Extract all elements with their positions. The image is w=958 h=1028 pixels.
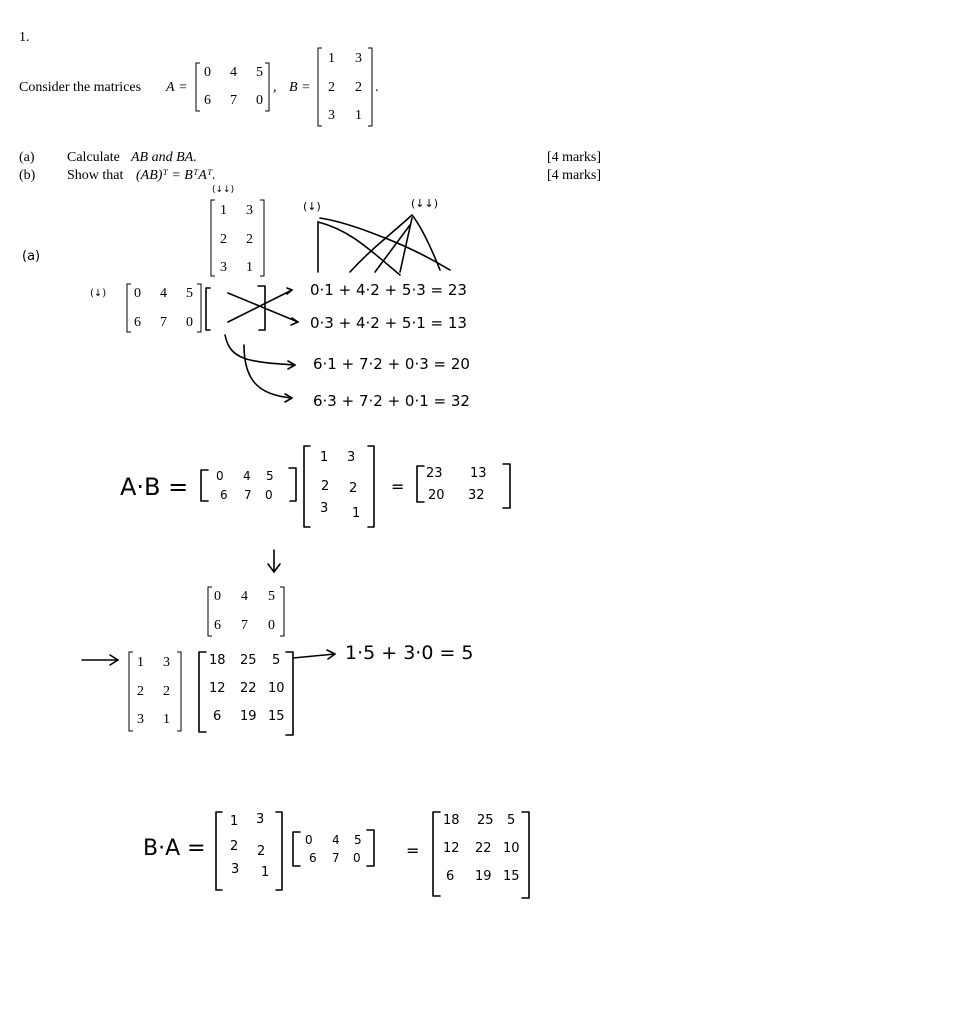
ab-a-cell: 0 xyxy=(265,488,273,502)
ba-b-cell: 2 xyxy=(230,839,239,854)
ba-work-result-cell: 18 xyxy=(209,653,226,668)
matrix-a-cell: 7 xyxy=(230,93,237,108)
ab-equals: = xyxy=(391,477,405,496)
matrix-a-equals: = xyxy=(179,80,187,95)
matrix-b-cell: 2 xyxy=(355,80,362,95)
work-b-cell: 1 xyxy=(220,203,227,218)
ba-work-result-cell: 19 xyxy=(240,709,257,724)
section-label: (a) xyxy=(22,249,41,264)
ab-result-cell: 32 xyxy=(468,488,485,503)
ab-a-cell: 5 xyxy=(266,469,274,483)
ba-work-result-cell: 6 xyxy=(213,709,222,724)
top-col-tag: (↓↓) xyxy=(411,197,439,210)
matrix-period: . xyxy=(375,80,379,95)
ba-result-cell: 18 xyxy=(443,813,460,828)
part-b-label: (b) xyxy=(19,168,36,183)
ba-result-cell: 22 xyxy=(475,841,492,856)
ab-result-cell: 13 xyxy=(470,466,487,481)
ba-work-a-cell: 0 xyxy=(214,589,221,604)
matrix-b-cell: 1 xyxy=(328,51,335,66)
ab-a-cell: 0 xyxy=(216,469,224,483)
matrix-a-cell: 0 xyxy=(204,65,211,80)
matrix-comma: , xyxy=(273,80,277,95)
matrix-a-cell: 5 xyxy=(256,65,263,80)
ab-a-cell: 7 xyxy=(244,488,252,502)
ba-result-cell: 25 xyxy=(477,813,494,828)
ba-work-result-cell: 22 xyxy=(240,681,257,696)
ab-b-cell: 3 xyxy=(347,450,356,465)
part-b-expr: (AB)ᵀ = BᵀAᵀ. xyxy=(136,168,216,183)
ba-a-cell: 7 xyxy=(332,851,340,865)
ba-lhs: B·A = xyxy=(143,836,206,861)
ba-work-a-cell: 0 xyxy=(268,618,275,633)
ba-side-calc: 1·5 + 3·0 = 5 xyxy=(345,642,474,664)
part-a-label: (a) xyxy=(19,150,35,165)
work-a-cell: 5 xyxy=(186,286,193,301)
matrix-b-cell: 1 xyxy=(355,108,362,123)
part-b-text: Show that xyxy=(67,168,124,183)
ba-result-cell: 19 xyxy=(475,869,492,884)
ba-result-cell: 6 xyxy=(446,869,455,884)
ba-a-cell: 6 xyxy=(309,851,317,865)
ba-work-result-cell: 12 xyxy=(209,681,226,696)
matrix-b-cell: 3 xyxy=(328,108,335,123)
ab-lhs: A·B = xyxy=(120,473,189,501)
ab-result-cell: 23 xyxy=(426,466,443,481)
ba-work-result-cell: 10 xyxy=(268,681,285,696)
ab-result-cell: 20 xyxy=(428,488,445,503)
ba-equals: = xyxy=(406,841,420,860)
ba-work-a-cell: 6 xyxy=(214,618,221,633)
ba-work-b-cell: 1 xyxy=(163,712,170,727)
question-intro: Consider the matrices xyxy=(19,80,142,95)
matrix-b-equals: = xyxy=(302,80,310,95)
ba-work-a-cell: 4 xyxy=(241,589,248,604)
work-b-cell: 2 xyxy=(220,232,227,247)
ba-work-b-cell: 2 xyxy=(163,684,170,699)
work-a-cell: 7 xyxy=(160,315,167,330)
calc-line: 6·1 + 7·2 + 0·3 = 20 xyxy=(313,355,470,373)
work-b-cell: 2 xyxy=(246,232,253,247)
ba-b-cell: 2 xyxy=(257,844,266,859)
work-b-cell: 3 xyxy=(220,260,227,275)
ab-a-cell: 6 xyxy=(220,488,228,502)
ba-work-result-cell: 15 xyxy=(268,709,285,724)
ba-a-cell: 4 xyxy=(332,833,340,847)
matrix-b-cell: 2 xyxy=(328,80,335,95)
ba-a-cell: 0 xyxy=(353,851,361,865)
ba-result-cell: 5 xyxy=(507,813,516,828)
part-b-marks: [4 marks] xyxy=(547,168,602,183)
ba-b-cell: 1 xyxy=(230,814,239,829)
ab-b-cell: 2 xyxy=(349,481,358,496)
ab-a-cell: 4 xyxy=(243,469,251,483)
work-a-cell: 6 xyxy=(134,315,141,330)
ba-b-cell: 3 xyxy=(256,812,265,827)
ba-result-cell: 10 xyxy=(503,841,520,856)
ba-work-result-cell: 25 xyxy=(240,653,257,668)
ba-b-cell: 1 xyxy=(261,865,270,880)
work-b-cell: 1 xyxy=(246,260,253,275)
matrix-a-name: A xyxy=(166,80,175,95)
ba-b-cell: 3 xyxy=(231,862,240,877)
ba-result-cell: 15 xyxy=(503,869,520,884)
ba-work-result-cell: 5 xyxy=(272,653,281,668)
matrix-b-name: B xyxy=(289,80,298,95)
ba-work-a-cell: 5 xyxy=(268,589,275,604)
ba-a-cell: 0 xyxy=(305,833,313,847)
work-a-cell: 0 xyxy=(186,315,193,330)
ba-work-b-cell: 2 xyxy=(137,684,144,699)
ab-b-cell: 1 xyxy=(320,450,329,465)
question-number: 1. xyxy=(19,30,30,45)
matrix-a-cell: 0 xyxy=(256,93,263,108)
part-a-marks: [4 marks] xyxy=(547,150,602,165)
ba-work-a-cell: 7 xyxy=(241,618,248,633)
matrix-a-cell: 4 xyxy=(230,65,237,80)
calc-line: 6·3 + 7·2 + 0·1 = 32 xyxy=(313,392,470,410)
ba-work-b-cell: 3 xyxy=(137,712,144,727)
work-a-cell: 4 xyxy=(160,286,167,301)
part-a-text: Calculate xyxy=(67,150,120,165)
ba-work-b-cell: 3 xyxy=(163,655,170,670)
ab-b-cell: 3 xyxy=(320,501,329,516)
ab-b-cell: 2 xyxy=(321,479,330,494)
work-b-cell: 3 xyxy=(246,203,253,218)
calc-line: 0·3 + 4·2 + 5·1 = 13 xyxy=(310,314,467,332)
ba-result-cell: 12 xyxy=(443,841,460,856)
col-tag: (↓↓) xyxy=(212,185,235,195)
work-a-cell: 0 xyxy=(134,286,141,301)
matrix-a-cell: 6 xyxy=(204,93,211,108)
part-a-expr: AB and BA. xyxy=(131,150,197,165)
ab-b-cell: 1 xyxy=(352,506,361,521)
ba-a-cell: 5 xyxy=(354,833,362,847)
ba-work-b-cell: 1 xyxy=(137,655,144,670)
top-col-tag: (↓) xyxy=(303,200,321,213)
matrix-b-cell: 3 xyxy=(355,51,362,66)
calc-line: 0·1 + 4·2 + 5·3 = 23 xyxy=(310,281,467,299)
row-tag: (↓) xyxy=(90,288,107,299)
